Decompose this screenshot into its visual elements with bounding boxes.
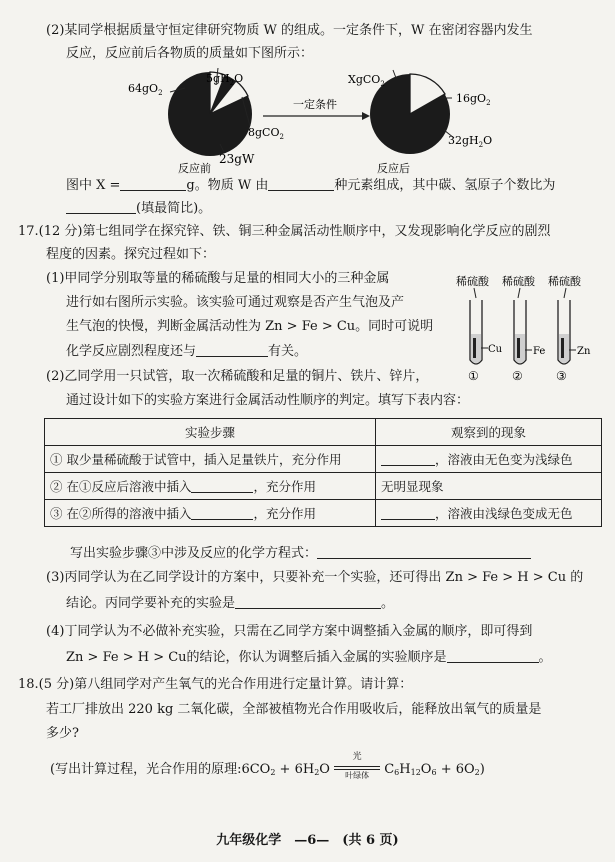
leader-line — [393, 70, 396, 78]
equation-prompt: 写出实验步骤③中涉及反应的化学方程式： — [70, 546, 531, 562]
answer-blank-r3-obs[interactable] — [381, 507, 435, 520]
q17-4-line2: Zn > Fe > H > Cu的结论，你认为调整后插入金属的实验顺序是 。 — [66, 650, 552, 665]
q17-1-line3: 生气泡的快慢，判断金属活动性为 Zn > Fe > Cu。同时可说明 — [66, 319, 434, 334]
q16-2-line2: 反应，反应前后各物质的质量如下图所示： — [66, 46, 314, 61]
q17-1-line2: 进行如右图所示实验。该实验可通过观察是否产生气泡及产 — [66, 295, 405, 310]
q17-3-line1: (3)丙同学认为在乙同学设计的方案中，只要补充一个实验，还可得出 Zn > Fe > H > Cu 的 — [46, 570, 584, 585]
test-tube-3 — [556, 300, 591, 383]
label-after-h2o: $32gH_2O$ — [448, 134, 493, 149]
answer-blank-r1[interactable] — [381, 453, 435, 466]
tube2-acid-label: 稀硫酸 — [502, 275, 535, 288]
row3-step: ③ 在②所得的溶液中插入 ，充分作用 — [45, 500, 376, 527]
arrow-head-icon — [362, 112, 370, 120]
tube3-acid-label: 稀硫酸 — [548, 275, 581, 288]
answer-blank-extra-experiment[interactable] — [235, 596, 381, 609]
metal-zn-label: Zn — [577, 346, 591, 357]
label-before-co2: 8gCO$_2$ — [248, 126, 284, 141]
q18-line2: 若工厂排放出 220 kg 二氧化碳，全部被植物光合作用吸收后，能释放出氧气的质量是 — [46, 702, 542, 717]
q17-line1: 17.(12 分)第七组同学在探究锌、铁、铜三种金属活动性顺序中，又发现影响化学反应的剧烈 — [18, 224, 551, 239]
metal-fe-label: Fe — [533, 346, 546, 357]
answer-blank-r3[interactable] — [191, 507, 253, 520]
q17-3-line2: 结论。丙同学要补充的实验是 。 — [66, 596, 395, 611]
metal-cu-label: Cu — [488, 344, 503, 355]
header-step: 实验步骤 — [45, 419, 376, 446]
row2-obs: 无明显现象 — [376, 473, 602, 500]
test-tube-1 — [468, 300, 503, 383]
q18-line3: 多少? — [46, 726, 79, 741]
photosynthesis-formula: (写出计算过程，光合作用的原理$:6CO_2 + 6H_2O$ 光 叶绿体 $C_6H_{12}O_6 + 6O_2$) — [50, 752, 485, 780]
table-row — [45, 473, 602, 500]
page-footer: 九年级化学 —6— (共 6 页) — [216, 833, 399, 848]
q18-line1: 18.(5 分)第八组同学对产生氧气的光合作用进行定量计算。请计算： — [18, 677, 413, 692]
label-after-co2: XgCO$_2$ — [348, 73, 385, 88]
arrow-condition-label: 一定条件 — [293, 98, 337, 111]
table-row — [45, 446, 602, 473]
q16-2-question: 图中 X = g。物质 W 由 种元素组成，其中碳、氢原子个数比为 — [66, 178, 556, 193]
label-before-h2o: $5gH_2O$ — [206, 72, 244, 87]
row1-obs: ，溶液由无色变为浅绿色 — [376, 446, 602, 473]
q17-line2: 程度的因素。探究过程如下： — [46, 247, 216, 262]
answer-blank-ratio[interactable] — [66, 201, 136, 214]
table-header-row — [45, 419, 602, 446]
test-tubes-figure — [452, 272, 602, 384]
experiment-table — [44, 418, 602, 527]
label-before-w: 23gW — [219, 152, 255, 166]
caption-before: 反应前 — [178, 162, 211, 175]
label-after-o2: $16gO_2$ — [456, 92, 491, 107]
row3-obs: ，溶液由浅绿色变成无色 — [376, 500, 602, 527]
tube-num-1: ① — [468, 369, 479, 383]
row2-step: ② 在①反应后溶液中插入 ，充分作用 — [45, 473, 376, 500]
tube-num-3: ③ — [556, 369, 567, 383]
q17-1-line4: 化学反应剧烈程度还与 有关。 — [66, 344, 308, 359]
q16-2-question-end: (填最简比)。 — [66, 201, 211, 217]
q16-2-line1: (2)某同学根据质量守恒定律研究物质 W 的组成。一定条件下，W 在密闭容器内发生 — [46, 23, 533, 38]
q17-2-line1: (2)乙同学用一只试管，取一次稀硫酸和足量的铜片、铁片、锌片， — [46, 369, 429, 384]
answer-blank-equation[interactable] — [317, 546, 531, 559]
row1-step: ① 取少量稀硫酸于试管中，插入足量铁片，充分作用 — [45, 446, 376, 473]
label-before-o2: $64gO_2$ — [128, 82, 163, 97]
answer-blank-elements[interactable] — [268, 178, 334, 191]
answer-blank-factor[interactable] — [196, 344, 268, 357]
header-observation: 观察到的现象 — [376, 419, 602, 446]
tube-num-2: ② — [512, 369, 523, 383]
answer-blank-r2[interactable] — [191, 480, 253, 493]
q17-1-line1: (1)甲同学分别取等量的稀硫酸与足量的相同大小的三种金属 — [46, 271, 390, 286]
caption-after: 反应后 — [377, 162, 410, 175]
q17-2-line2: 通过设计如下的实验方案进行金属活动性顺序的判定。填写下表内容： — [66, 393, 470, 408]
answer-blank-x[interactable] — [120, 178, 186, 191]
table-row — [45, 500, 602, 527]
mass-pie-diagram — [100, 64, 520, 176]
tube1-acid-label: 稀硫酸 — [456, 275, 489, 288]
q17-4-line1: (4)丁同学认为不必做补充实验，只需在乙同学方案中调整插入金属的顺序，即可得到 — [46, 624, 533, 639]
reaction-condition-arrow: 光 叶绿体 — [334, 761, 380, 775]
answer-blank-order[interactable] — [447, 650, 539, 663]
test-tube-2 — [512, 300, 545, 383]
